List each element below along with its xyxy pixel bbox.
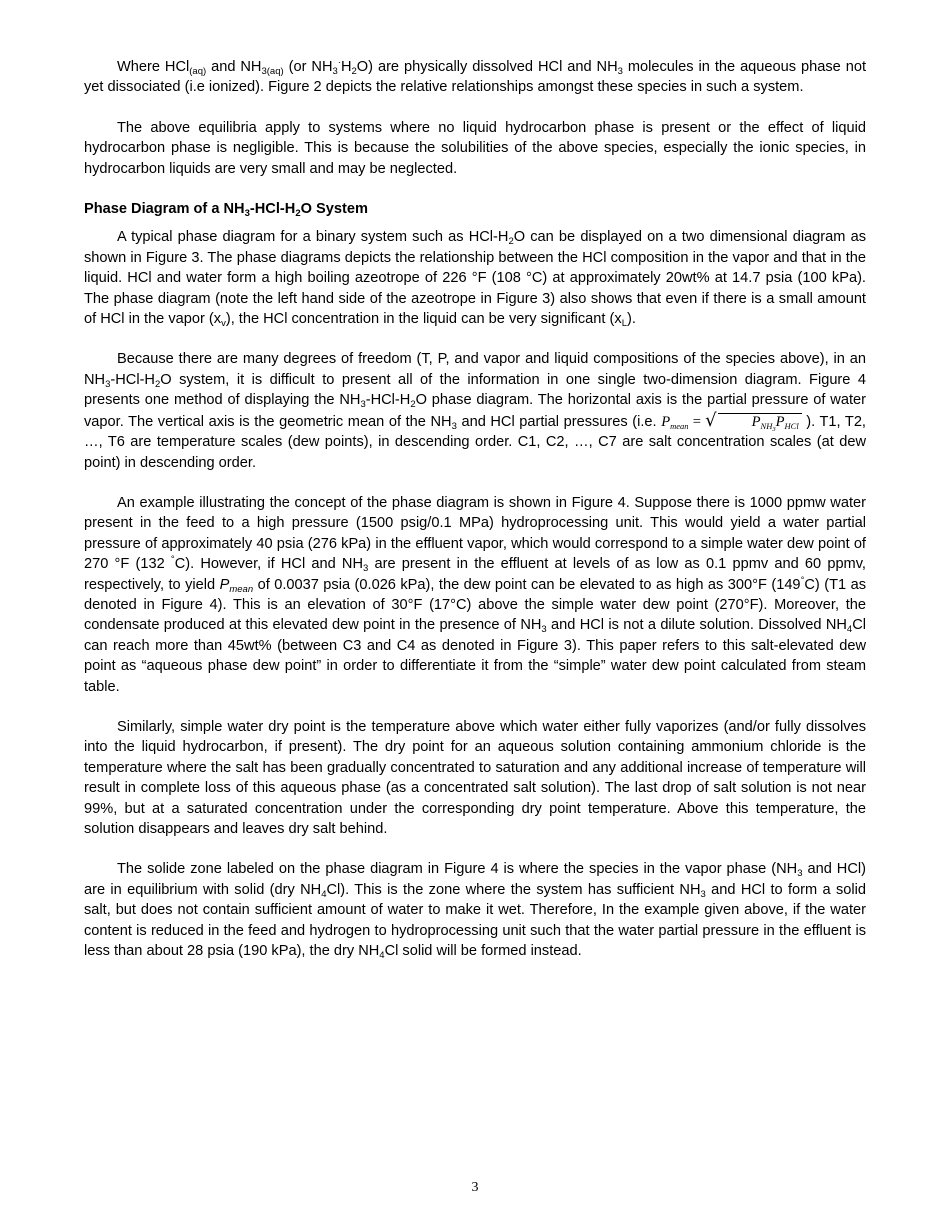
paragraph-equilibria: The above equilibria apply to systems where no liquid hydrocarbon phase is present or the effect of liquid hydrocarbon phase is negligible. This is because the solubilities of the above species, especially the ionic species, in hydrocarbon liquids are very small and may be neglected. xyxy=(84,119,866,177)
radicand: $P_{NH_3}P_{HCl}$ xyxy=(718,413,802,430)
paper-page xyxy=(84,57,866,981)
paragraph-dew-point-example: An example illustrating the concept of the phase diagram is shown in Figure 4. Suppose there is 1000 ppmw water present in the feed to a high pressure (1500 psig/0.1 MPa) hydroprocessing unit. This would yield a water partial pressure of approximately 40 psia (276 kPa) in the effluent vapor, which would correspond to a simple water dew point of 270 °F (132 °C). However, if HCl and $NH_3$ are present in the effluent at levels of as low as 0.1 ppmv and 60 ppmv, respectively, to yield $P_{mean}$ of 0.0037 psia (0.026 kPa), the dew point can be elevated to as high as 300°F (149°C) (T1 as denoted in Figure 4). This is an elevation of 30°F (17°C) above the simple water dew point (270°F). Moreover, the condensate produced at this elevated dew point in the presence of $NH_3$ and HCl is not a dilute solution. Dissolved $NH_4Cl$ can reach more than 45wt% (between C3 and C4 as denoted in Figure 3). This paper refers to this salt-elevated dew point as “aqueous phase dew point” in order to differentiate it from the “simple” water dew point calculated from steam table. xyxy=(84,494,867,695)
section-heading: Phase Diagram of a $NH_3-HCl-H_2O$ System xyxy=(84,201,368,220)
paragraph-species-definition: Where HCl$_{(aq)}$ and $NH_{3(aq)}$ (or $NH_3^\cdot H_2O$) are physically dissolved HCl and $NH_3$ molecules in the aqueous phase not yet dissociated (i.e ionized). Figure 2 depicts the relative relationships amongst these species in such a system. xyxy=(84,57,867,96)
paragraph-dry-point: Similarly, simple water dry point is the temperature above which water either fully vaporizes (and/or fully dissolves into the liquid hydrocarbon, if present). The dry point for an aqueous solution containing ammonium chloride is the temperature where the salt has been gradually concentrated to saturation and any additional increase of temperature will result in complete loss of this aqueous phase (as a concentrated salt solution). The last drop of salt solution is not near 99%, but at a saturated concentration under the corresponding dry point temperature. Above this temperature, the solution disappears and leaves dry salt behind. xyxy=(84,718,866,837)
paragraph-ternary-phase-diagram: Because there are many degrees of freedom (T, P, and vapor and liquid compositions of the species above), in an $NH_3-HCl-H_2O$ system, it is difficult to present all of the information in one single two-dimension diagram. Figure 4 presents one method of displaying the $NH_3-HCl-H_2O$ phase diagram. The horizontal axis is the partial pressure of water vapor. The vertical axis is the geometric mean of the $NH_3$ and HCl partial pressures (i.e. $P_{mean}$ = √ $P_{NH_3}P_{HCl}$ ). T1, T2, …, T6 are temperature scales (dew points), in descending order. C1, C2, …, C7 are salt concentration scales (at dew point) in descending order. xyxy=(84,351,866,471)
paragraph-solid-zone: The solide zone labeled on the phase diagram in Figure 4 is where the species in the vapor phase ($NH_3$ and HCl) are in equilibrium with solid (dry $NH_4Cl$). This is the zone where the system has sufficient $NH_3$ and HCl to form a solid salt, but does not contain sufficient amount of water to make it wet. Therefore, In the example given above, if the water content is reduced in the feed and hydrogen to hydroprocessing unit such that the water partial pressure in the effluent is less than about 28 psia (190 kPa), the dry $NH_4Cl$ solid will be formed instead. xyxy=(84,861,866,962)
square-root-symbol: √ xyxy=(705,409,717,431)
paragraph-binary-phase-diagram: A typical phase diagram for a binary system such as HCl-$H_2O$ can be displayed on a two dimensional diagram as shown in Figure 3. The phase diagrams depicts the relationship between the HCl composition in the vapor and that in the liquid. HCl and water form a high boiling azeotrope of 226 °F (108 °C) at approximately 20wt% at 14.7 psia (100 kPa). The phase diagram (note the left hand side of the azeotrope in Figure 3) also shows that even if there is a small amount of HCl in the vapor $(x_v)$, the HCl concentration in the liquid can be very significant $(x_L)$. xyxy=(84,229,866,330)
pmean-equation: $P_{mean}$ = √ $P_{NH_3}P_{HCl}$ xyxy=(661,414,802,430)
page-number: 3 xyxy=(471,1180,479,1195)
